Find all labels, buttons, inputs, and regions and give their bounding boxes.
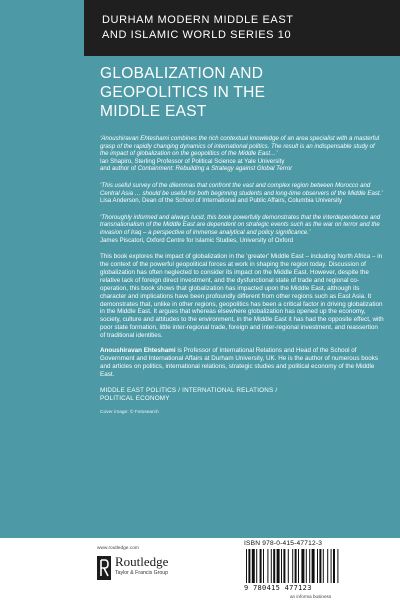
author-bio-text: is Professor of International Relations and Head of the School of Government and International Affairs at Durham University, UK. He is the author of numerous books and articles on politics, international relations, strategic studies and political economy of the Middle East. [100, 347, 379, 378]
quote-attribution: Lisa Anderson, Dean of the School of International and Public Affairs, Columbia University [100, 197, 343, 205]
author-name: Anoushiravan Ehteshami [100, 347, 176, 355]
barcode [244, 549, 368, 583]
book-description: This book explores the impact of globalization in the ‘greater’ Middle East – including North Africa – in the context of the powerful geopolitical forces at work in shaping the region today. Discussion of globalization has often neglected to consider its impact on the Middle East. However, despite the relative lack of foreign direct investment, and the dysfunctional state of trade and regional co-operation, this book shows that globalization has impacted upon the Middle East, although its character and implications have been profoundly different from other regions such as East Asia. It demonstrates that, unlike in other regions, geopolitics has been a critical factor in driving globalization in the Middle East. It argues that whereas elsewhere globalization has opened up the economy, society, culture and attitudes to the environment, in the Middle East it has had the opposite effect, with poor state formation, little inter-regional trade, foreign and inter-regional investment, and reassertion of traditional identities. [100, 253, 384, 340]
title-line-3: MIDDLE EAST [100, 103, 207, 120]
top-left-panel [0, 0, 84, 56]
barcode-digits: 9 780415 477123 [244, 584, 312, 592]
subject-categories [100, 387, 384, 403]
quote-attribution: James Piscatori, Oxford Centre for Islamic Studies, University of Oxford [100, 236, 294, 244]
footer-strip [0, 538, 400, 600]
quote-text: ‘This useful survey of the dilemmas that confront the vast and complex region between Morocco and Central Asia … should be useful for both beginning students and long-time observers of the Middle East.’ [100, 181, 383, 197]
quote-text: ‘Thoroughly informed and always lucid, this book powerfully demonstrates that the interdependence and transnationalism of the Middle East are dependent on strategic events such as the war on terror and the invasion of Iraq – a perspective of immense analytical and policy significance.’ [100, 213, 381, 236]
isbn-label: ISBN 978-0-415-47712-3 [244, 540, 323, 547]
series-banner [84, 0, 400, 56]
publisher-logo [97, 554, 189, 584]
author-bio [100, 347, 384, 379]
cover-image-credit: Cover image: © Fotosearch [100, 409, 159, 415]
endorsement-quote [100, 182, 384, 205]
cover-content [100, 64, 384, 416]
isbn-barcode-block [244, 540, 368, 594]
quote-attribution: Ian Shapiro, Sterling Professor of Political Science at Yale University [100, 157, 285, 165]
publisher-group: Taylor & Francis Group [115, 570, 169, 576]
endorsement-quote [100, 135, 384, 173]
quote-text: ‘Anoushiravan Ehteshami combines the rich contextual knowledge of an area specialist with a masterful grasp of the rapidly changing dynamics of international politics. The result is an indispensable study of the impact of globalization on the geopolitics of the Middle East…’ [100, 135, 380, 158]
attribution-book-title: Containment: Rebuilding a Strategy against Global Terror [137, 165, 293, 173]
title-line-1: GLOBALIZATION AND [100, 65, 264, 82]
series-line-1: DURHAM MODERN MIDDLE EAST [102, 14, 294, 26]
quote-attribution-2 [100, 165, 384, 173]
endorsement-quote [100, 214, 384, 244]
title-line-2: GEOPOLITICS IN THE [100, 84, 266, 101]
book-title [100, 64, 384, 121]
publisher-url: www.routledge.com [97, 546, 139, 551]
informa-tagline: an informa business [290, 594, 332, 599]
series-line-2: AND ISLAMIC WORLD SERIES 10 [102, 29, 292, 41]
subject-line-1: MIDDLE EAST POLITICS / INTERNATIONAL RELATIONS / [100, 386, 278, 394]
publisher-name: Routledge [115, 554, 169, 569]
attribution-prefix: and author of [100, 165, 138, 173]
subject-line-2: POLITICAL ECONOMY [100, 394, 170, 402]
routledge-r-icon [97, 556, 111, 580]
